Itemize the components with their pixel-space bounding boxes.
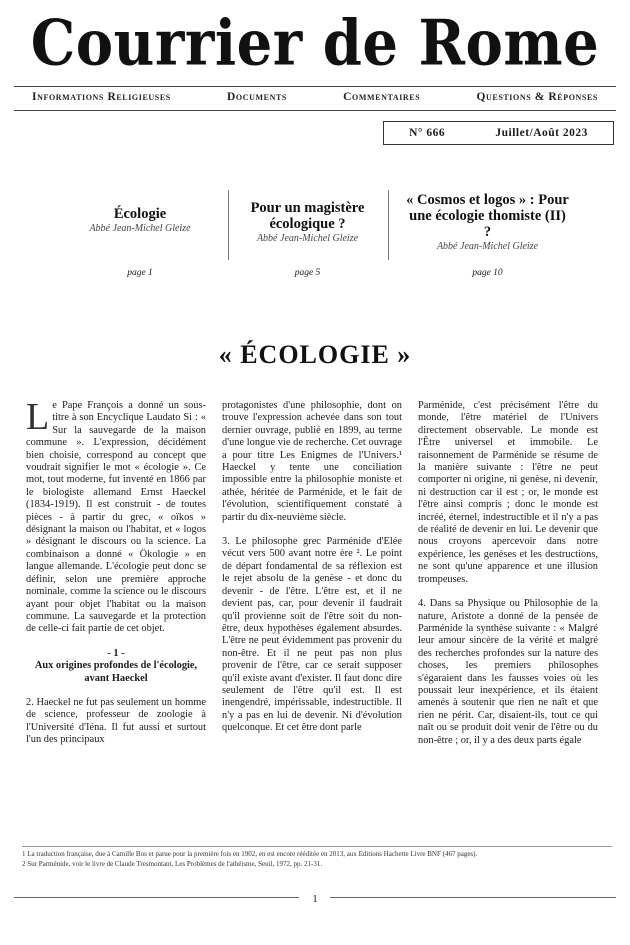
teaser-divider-1	[228, 190, 229, 260]
footnote-2: 2 Sur Parménide, voir le livre de Claude Tresmontant, Les Problèmes de l'athéisme, Seuil, 1972, pp. 21-31.	[22, 860, 323, 868]
teaser-3-page: page 10	[472, 268, 503, 278]
teaser-1-page: page 1	[127, 268, 153, 278]
section-nav	[14, 91, 616, 103]
teaser-title: Pour un magistère écologique ?	[250, 200, 365, 232]
paragraph-text: e Pape François a donné un sous-titre à son Encyclique Laudato Si : « Sur la sauvegarde de la maison commune ». L'expression, décidément bien choisie, correspond au concept que voudrait signifier le mot « écologie ». Ce mot, tout moderne, fut inventé en 1866 par le biologiste allemand Ernst Haeckel (1834-1919). Il est construit - de toutes pièces - à partir du grec, « oïkos » désignant la maison ou l'habitat, et « logos » désignant le discours ou la science. La combinaison a donné « Ökologie » en langue allemande. L'écologie peut donc se définir, selon une première approche nominale, comme la science ou le discours ayant pour objet l'habitat ou la maison commune. La sauvegarde et la protection de celle-ci fait partie de cet objet.	[26, 400, 206, 635]
nav-item-documents[interactable]: Documents	[227, 91, 287, 103]
footnote-1: 1 La traduction française, due à Camille Bos et parue pour la première fois en 1902, en est encore rééditée en 2013, aux Editions Hachette Livre BNF (467 pages).	[22, 850, 478, 858]
footnote-rule	[22, 846, 612, 847]
drop-cap: L	[26, 396, 50, 438]
article-column-1	[26, 396, 206, 759]
nav-item-informations[interactable]: Informations Religieuses	[32, 91, 171, 103]
section-heading	[26, 648, 206, 685]
section-number: - 1 -	[107, 647, 125, 659]
teaser-3[interactable]	[405, 192, 570, 252]
masthead-title: Courrier de Rome	[30, 6, 600, 81]
teaser-author: Abbé Jean-Michel Gleize	[256, 233, 359, 244]
paragraph-4: 4. Dans sa Physique ou Philosophie de la nature, Aristote a donné de la pensée de Parménide la synthèse suivante : « Malgré leur amour sincère de la vérité et malgré des recherches profondes sur la nature des choses, les premiers philosophes s'égaraient dans les fausses voies où les poussait leur inexpérience, et ils étaient amenés à soutenir que rien ne naît et que rien ne périt. Car, disaient-ils, tout ce qui naît ou se produit doit venir de l'être ou du non-être ; or, il y a des deux parts égale	[418, 598, 598, 746]
article-headline: « ÉCOLOGIE »	[218, 340, 412, 369]
issue-date: Juillet/Août 2023	[495, 127, 588, 139]
teaser-title: Écologie	[113, 206, 167, 222]
article-column-3	[418, 400, 598, 759]
teaser-author: Abbé Jean-Michel Gleize	[436, 241, 539, 252]
nav-item-commentaires[interactable]: Commentaires	[343, 91, 421, 103]
teaser-title: « Cosmos et logos » : Pour une écologie thomiste (II) ?	[406, 192, 569, 240]
masthead-rule-bottom	[14, 110, 616, 111]
issue-number: N° 666	[409, 127, 446, 139]
footer-rule-right	[330, 897, 616, 898]
masthead-rule-top	[14, 86, 616, 87]
section-title: Aux origines profondes de l'écologie, avant Haeckel	[34, 660, 198, 684]
teaser-1[interactable]	[70, 206, 210, 234]
paragraph-intro	[26, 396, 206, 636]
teaser-2[interactable]	[240, 200, 375, 244]
teaser-2-page: page 5	[294, 268, 321, 278]
article-column-2	[222, 400, 402, 747]
issue-box	[383, 121, 614, 145]
paragraph-col2-continued: protagonistes d'une philosophie, dont on trouve l'expression achevée dans son tout dernier ouvrage, publié en 1899, au terme d'une longue vie de recherche. Cet ouvrage a pour titre Les Enigmes de l'Univers.¹ Haeckel y tente une conciliation impossible entre la philosophie moniste et athée, héritée de Parménide, et le fait de l'évolution, scientifiquement constaté à partir du dix-neuvième siècle.	[222, 400, 402, 523]
page-number: 1	[312, 893, 318, 905]
teaser-author: Abbé Jean-Michel Gleize	[89, 223, 191, 234]
teaser-divider-2	[388, 190, 389, 260]
paragraph-3: 3. Le philosophe grec Parménide d'Elée vécut vers 500 avant notre ère ². Le point de départ fondamental de sa réflexion est le rejet absolu de la genèse - et donc du devenir - de l'être. L'être est, et il ne devient pas, car, pour devenir il faudrait qu'il provienne soit de l'être soit du non-être, deux hypothèses également absurdes. L'être ne peut évidemment pas provenir du non-être. Et il ne peut pas non plus provenir de l'être, car ce serait supposer qu'il existe avant d'exister. Il faut donc dire seulement de l'être qu'il est. Il est inengendré, impérissable, indestructible. Il n'y a pas en lui de devenir. Ni d'évolution quelconque. Et cet être dont parle	[222, 536, 402, 734]
nav-item-questions[interactable]: Questions & Réponses	[476, 91, 598, 103]
paragraph-col3-continued: Parménide, c'est précisément l'être du monde, l'être matériel de l'Univers directement observable. Le monde est l'Être universel et immobile. Le raisonnement de Parménide se résume de la manière suivante : l'être ne peut comporter ni origine, ni genèse, ni devenir, ni destruction car il est ; or, le monde est l'être ainsi compris ; donc le monde est incréé, éternel, indestructible et il n'y a pas de réalité de devenir en lui. Le devenir que nous croyons apercevoir dans notre expérience, les genèses et les destructions, ne sont qu'une apparence et une illusion trompeuses.	[418, 400, 598, 585]
paragraph-2: 2. Haeckel ne fut pas seulement un homme de science, professeur de zoologie à l'Université d'Iéna. Il fut aussi et surtout l'un des principaux	[26, 696, 206, 746]
